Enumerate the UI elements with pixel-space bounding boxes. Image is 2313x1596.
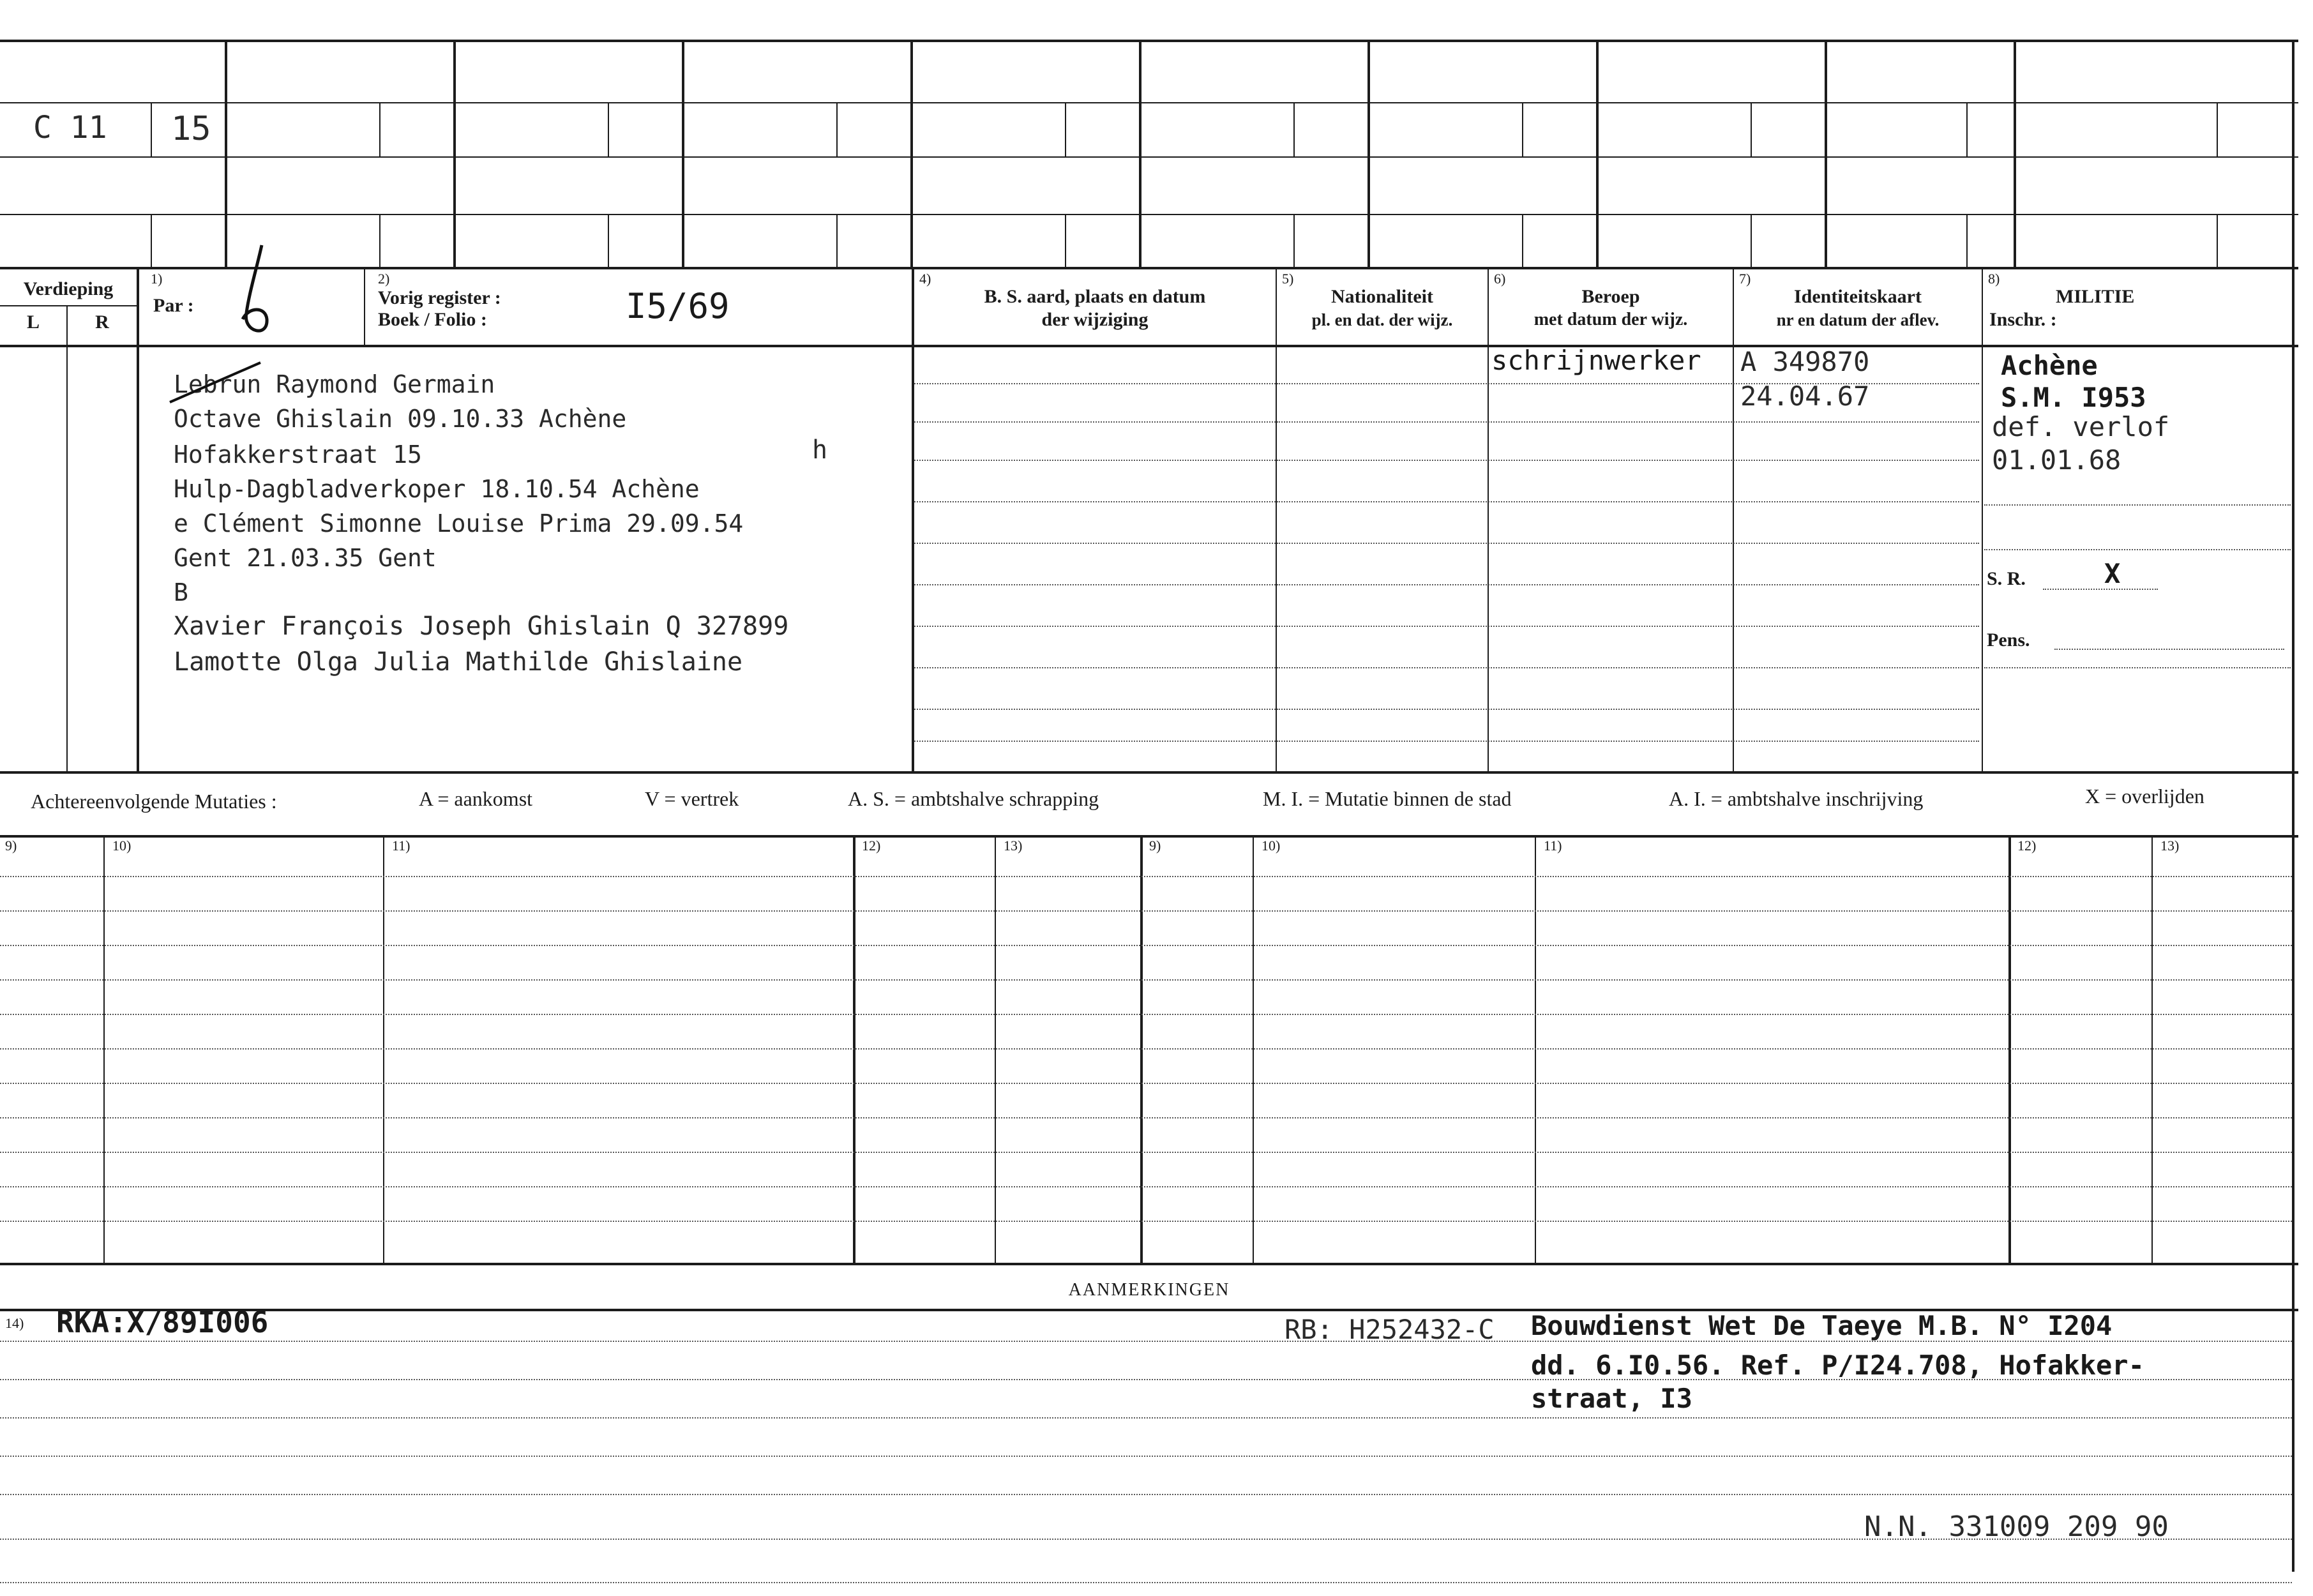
mut-col-9b: 9) bbox=[1149, 838, 1161, 854]
nationaliteit-sub-label: pl. en dat. der wijz. bbox=[1311, 310, 1453, 329]
bs-label-line1: B. S. aard, plaats en datum bbox=[984, 286, 1206, 307]
remarks-number: 14) bbox=[5, 1315, 24, 1331]
mut-col-11b: 11) bbox=[1544, 838, 1562, 854]
floor-l-label: L bbox=[26, 312, 40, 333]
person-line-7: B bbox=[174, 578, 188, 606]
par-handwritten-mark bbox=[230, 243, 281, 345]
remarks-text-line2: dd. 6.I0.56. Ref. P/I24.708, Hofakker- bbox=[1531, 1350, 2144, 1381]
rka-reference: RKA:X/89I006 bbox=[56, 1305, 269, 1339]
person-line-2: Octave Ghislain 09.10.33 Achène bbox=[174, 405, 627, 433]
legend-vertrek: V = vertrek bbox=[645, 787, 739, 810]
cell-code: C 11 bbox=[33, 110, 107, 146]
legend-overlijden: X = overlijden bbox=[2085, 785, 2204, 808]
header-5-number: 5) bbox=[1282, 271, 1294, 287]
remarks-text-line1: Bouwdienst Wet De Taeye M.B. N° I204 bbox=[1531, 1310, 2113, 1341]
person-line-5: e Clément Simonne Louise Prima 29.09.54 bbox=[174, 509, 744, 538]
national-number: N.N. 331009 209 90 bbox=[1864, 1510, 2169, 1543]
id-card-date: 24.04.67 bbox=[1740, 380, 1870, 412]
person-line-4: Hulp-Dagbladverkoper 18.10.54 Achène bbox=[174, 475, 700, 503]
person-line-6: Gent 21.03.35 Gent bbox=[174, 544, 437, 572]
identiteitskaart-sub-label: nr en datum der aflev. bbox=[1776, 310, 1940, 329]
legend-mutatie-binnen-stad: M. I. = Mutatie binnen de stad bbox=[1263, 787, 1512, 810]
header-4-number: 4) bbox=[919, 271, 931, 287]
mut-col-11a: 11) bbox=[392, 838, 411, 854]
militia-date: 01.01.68 bbox=[1992, 444, 2121, 476]
verdieping-label: Verdieping bbox=[23, 278, 114, 299]
record-bottom-line bbox=[0, 771, 2298, 774]
legend-aankomst: A = aankomst bbox=[419, 787, 533, 810]
nationaliteit-label: Nationaliteit bbox=[1331, 286, 1433, 307]
floor-r-label: R bbox=[95, 312, 109, 333]
militie-label: MILITIE bbox=[2056, 286, 2135, 307]
rb-reference: RB: H252432-C bbox=[1285, 1314, 1495, 1345]
mut-col-12a: 12) bbox=[862, 838, 881, 854]
militia-sm: S.M. I953 bbox=[2001, 382, 2146, 413]
header-7-number: 7) bbox=[1739, 271, 1751, 287]
mut-col-13b: 13) bbox=[2160, 838, 2180, 854]
occupation-value: schrijnwerker bbox=[1491, 345, 1701, 376]
remarks-title: AANMERKINGEN bbox=[1068, 1280, 1230, 1300]
legend-ambtshalve-inschrijving: A. I. = ambtshalve inschrijving bbox=[1669, 787, 1924, 810]
vorig-register-label: Vorig register : bbox=[378, 287, 501, 308]
remarks-text-line3: straat, I3 bbox=[1531, 1383, 1692, 1414]
person-line-9: Lamotte Olga Julia Mathilde Ghislaine bbox=[174, 647, 743, 677]
cell-number: 15 bbox=[171, 110, 211, 148]
vorig-register-value: I5/69 bbox=[626, 286, 730, 326]
boek-folio-label: Boek / Folio : bbox=[378, 309, 487, 330]
mut-col-12b: 12) bbox=[2017, 838, 2037, 854]
header-2-number: 2) bbox=[378, 271, 390, 287]
beroep-sub-label: met datum der wijz. bbox=[1533, 310, 1688, 329]
strike-mark bbox=[167, 358, 263, 409]
person-line-8: Xavier François Joseph Ghislain Q 327899 bbox=[174, 612, 789, 641]
inschr-label: Inschr. : bbox=[1989, 309, 2057, 330]
mutations-title: Achtereenvolgende Mutaties : bbox=[31, 790, 277, 813]
header-8-number: 8) bbox=[1988, 271, 2000, 287]
bs-label-line2: der wijziging bbox=[1041, 309, 1149, 330]
sr-value: X bbox=[2104, 558, 2121, 589]
identiteitskaart-label: Identiteitskaart bbox=[1794, 286, 1922, 307]
par-label: Par : bbox=[153, 295, 194, 316]
militia-place: Achène bbox=[2001, 350, 2098, 381]
mut-col-13a: 13) bbox=[1004, 838, 1023, 854]
pens-label: Pens. bbox=[1987, 629, 2030, 651]
header-1-number: 1) bbox=[151, 271, 163, 287]
header-6-number: 6) bbox=[1494, 271, 1506, 287]
legend-ambtshalve-schrapping: A. S. = ambtshalve schrapping bbox=[848, 787, 1099, 810]
militia-verlof: def. verlof bbox=[1992, 411, 2170, 442]
mut-col-9a: 9) bbox=[5, 838, 17, 854]
beroep-label: Beroep bbox=[1581, 286, 1640, 307]
person-line-3: Hofakkerstraat 15 bbox=[174, 440, 422, 469]
mut-col-10b: 10) bbox=[1262, 838, 1281, 854]
mut-col-10a: 10) bbox=[112, 838, 132, 854]
person-line-1: Lebrun Raymond Germain bbox=[174, 370, 495, 398]
sr-label: S. R. bbox=[1987, 568, 2026, 589]
id-card-number: A 349870 bbox=[1740, 346, 1870, 377]
par-letter-h: h bbox=[812, 435, 828, 465]
